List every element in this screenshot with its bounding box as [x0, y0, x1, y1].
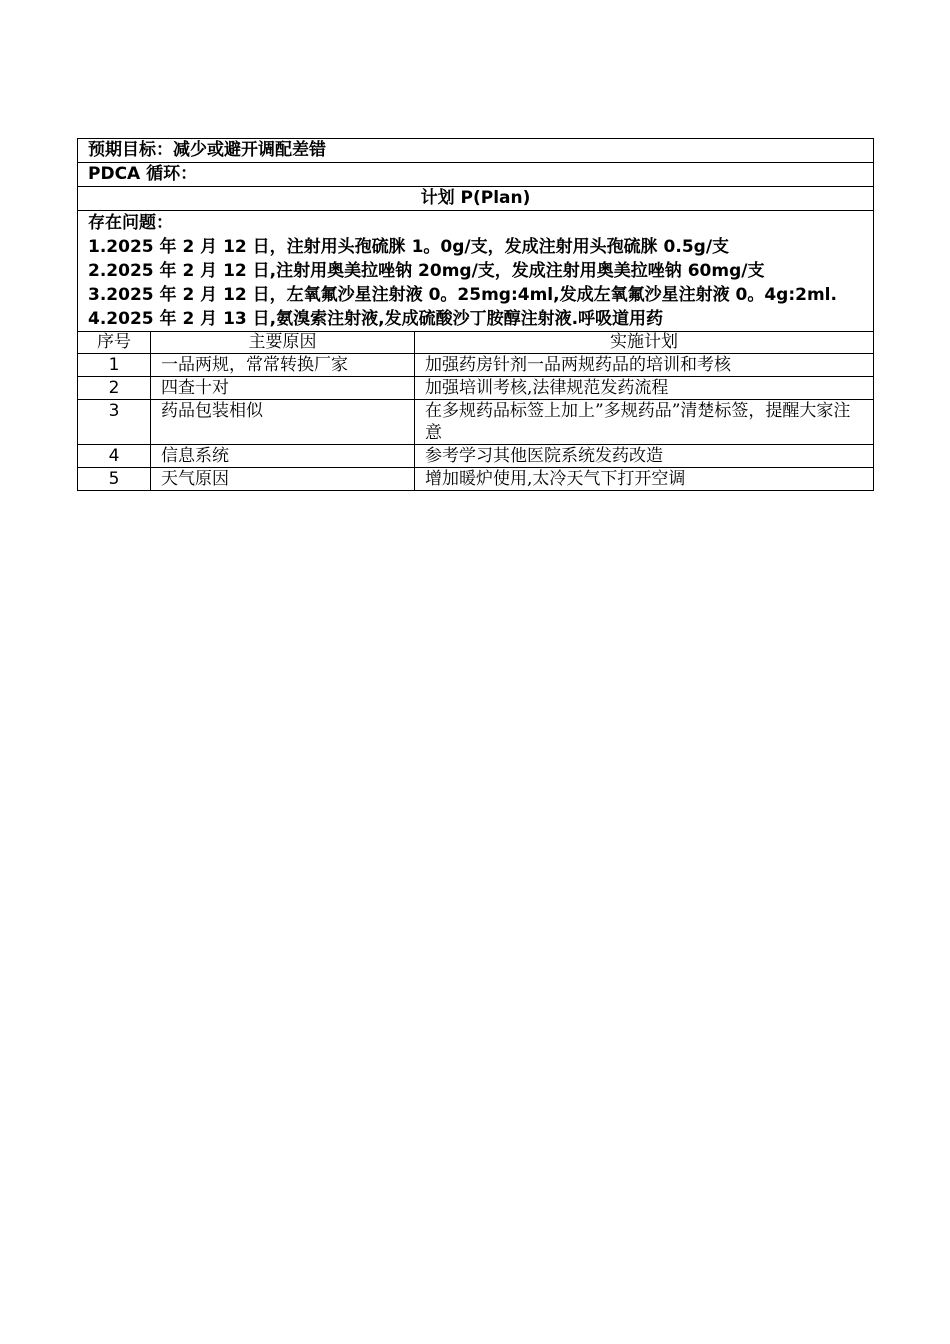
table-header-row — [78, 332, 874, 354]
plan-heading: 计划 P(Plan) — [78, 187, 874, 211]
row-plan: 加强培训考核,法律规范发药流程 — [415, 377, 874, 400]
table-row — [78, 354, 874, 377]
table-row — [78, 468, 874, 491]
row-plan: 加强药房针剂一品两规药品的培训和考核 — [415, 354, 874, 377]
goal-text: 预期目标：减少或避开调配差错 — [78, 139, 874, 163]
problems-cell — [78, 211, 874, 332]
problems-label: 存在问题： — [88, 213, 173, 233]
table-row — [78, 445, 874, 468]
row-cause: 信息系统 — [151, 445, 415, 468]
header-number: 序号 — [78, 332, 151, 354]
problem-item: 3.2025 年 2 月 12 日，左氧氟沙星注射液 0。25mg:4ml,发成左氧氟沙星注射液 0。4g:2ml. — [88, 285, 837, 305]
problems-row — [78, 211, 874, 332]
row-number: 3 — [78, 400, 151, 445]
row-number: 2 — [78, 377, 151, 400]
row-plan: 参考学习其他医院系统发药改造 — [415, 445, 874, 468]
header-main-cause: 主要原因 — [151, 332, 415, 354]
pdca-plan-table — [77, 138, 874, 491]
row-cause: 四查十对 — [151, 377, 415, 400]
header-implementation-plan: 实施计划 — [415, 332, 874, 354]
row-number: 4 — [78, 445, 151, 468]
goal-row — [78, 139, 874, 163]
problem-item: 1.2025 年 2 月 12 日，注射用头孢硫脒 1。0g/支，发成注射用头孢硫脒 0.5g/支 — [88, 237, 730, 257]
problem-item: 4.2025 年 2 月 13 日,氨溴索注射液,发成硫酸沙丁胺醇注射液.呼吸道用药 — [88, 309, 664, 329]
row-cause: 药品包装相似 — [151, 400, 415, 445]
pdca-row — [78, 163, 874, 187]
row-number: 1 — [78, 354, 151, 377]
row-plan: 增加暖炉使用,太冷天气下打开空调 — [415, 468, 874, 491]
plan-heading-row — [78, 187, 874, 211]
pdca-label: PDCA 循环： — [78, 163, 874, 187]
table-row — [78, 400, 874, 445]
row-number: 5 — [78, 468, 151, 491]
row-plan: 在多规药品标签上加上”多规药品”清楚标签，提醒大家注意 — [415, 400, 874, 445]
problem-item: 2.2025 年 2 月 12 日,注射用奥美拉唑钠 20mg/支，发成注射用奥美拉唑钠 60mg/支 — [88, 261, 765, 281]
row-cause: 一品两规，常常转换厂家 — [151, 354, 415, 377]
table-row — [78, 377, 874, 400]
row-cause: 天气原因 — [151, 468, 415, 491]
